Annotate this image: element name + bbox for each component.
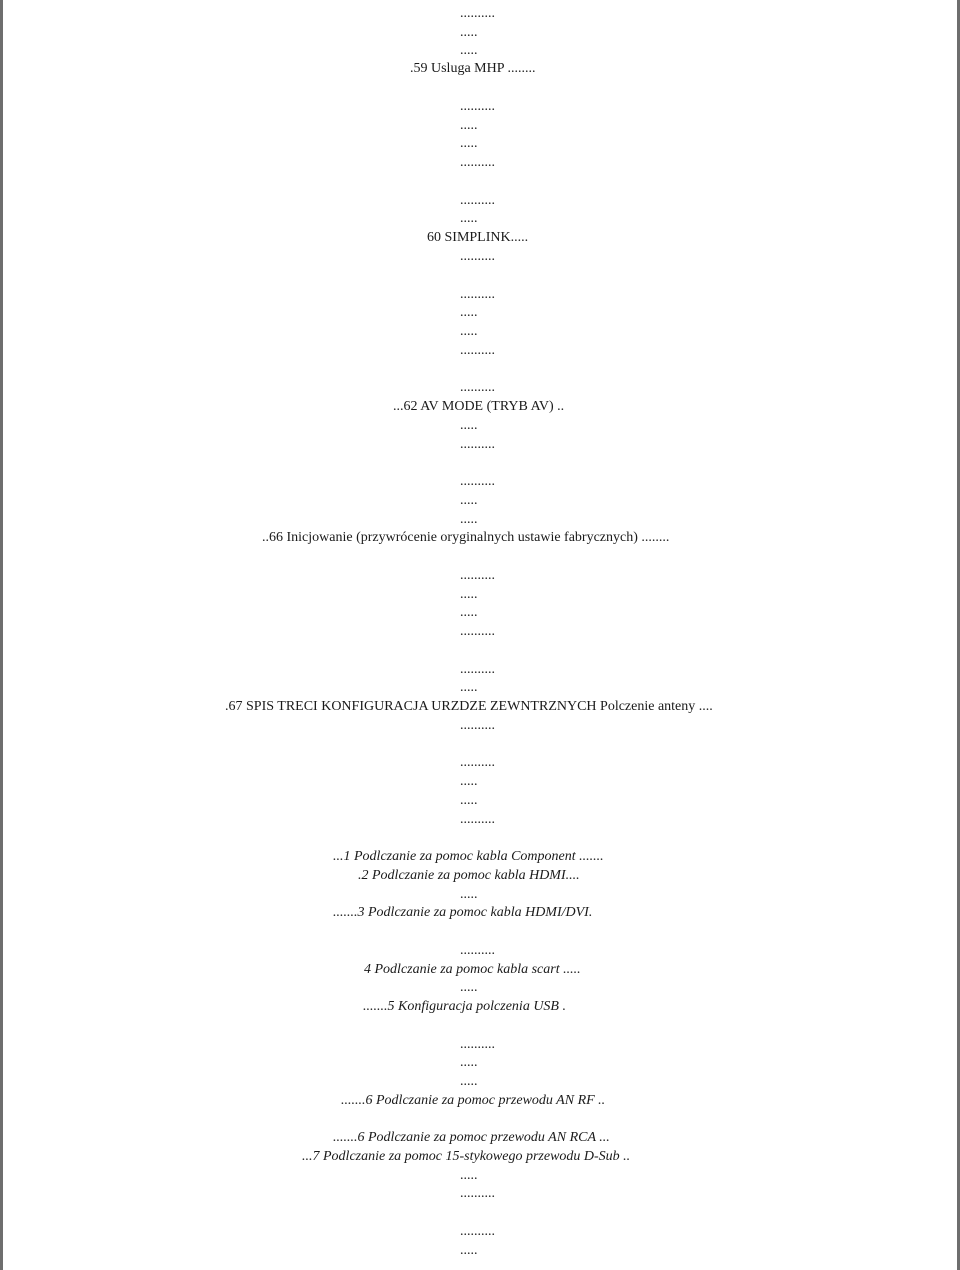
dot-leader: ..........	[460, 193, 495, 208]
dot-leader: ..........	[460, 1186, 495, 1201]
dot-leader: .....	[460, 680, 478, 695]
dot-leader: .....	[460, 211, 478, 226]
dot-leader: .....	[460, 25, 478, 40]
dot-leader: .....	[460, 774, 478, 789]
dot-leader: ..........	[460, 287, 495, 302]
toc-entry: .......3 Podlczanie za pomoc kabla HDMI/DVI.	[333, 905, 593, 920]
dot-leader: .....	[460, 136, 478, 151]
dot-leader: ..........	[460, 249, 495, 264]
dot-leader: ..........	[460, 474, 495, 489]
dot-leader: .....	[460, 793, 478, 808]
toc-entry: .......6 Podlczanie za pomoc przewodu AN RCA ...	[333, 1130, 610, 1145]
toc-entry: 60 SIMPLINK.....	[427, 230, 529, 245]
dot-leader: .....	[460, 1168, 478, 1183]
toc-entry: .2 Podlczanie za pomoc kabla HDMI....	[358, 868, 580, 883]
dot-leader: .....	[460, 605, 478, 620]
dot-leader: ..........	[460, 99, 495, 114]
dot-leader: .....	[460, 980, 478, 995]
dot-leader: ..........	[460, 6, 495, 21]
dot-leader: .....	[460, 418, 478, 433]
toc-entry: 4 Podlczanie za pomoc kabla scart .....	[364, 962, 581, 977]
toc-entry: ...62 AV MODE (TRYB AV) ..	[393, 399, 565, 414]
dot-leader: ..........	[460, 943, 495, 958]
dot-leader: ..........	[460, 380, 495, 395]
toc-entry: .67 SPIS TRECI KONFIGURACJA URZDZE ZEWNTRZNYCH Polczenie anteny ....	[225, 699, 713, 714]
dot-leader: .....	[460, 305, 478, 320]
dot-leader: .....	[460, 1074, 478, 1089]
dot-leader: .....	[460, 43, 478, 58]
dot-leader: .....	[460, 512, 478, 527]
dot-leader: .....	[460, 887, 478, 902]
page-left-border	[0, 0, 3, 1270]
toc-entry: ...7 Podlczanie za pomoc 15-stykowego przewodu D-Sub ..	[302, 1149, 631, 1164]
dot-leader: ..........	[460, 437, 495, 452]
dot-leader: ..........	[460, 662, 495, 677]
dot-leader: .....	[460, 493, 478, 508]
toc-entry: ...1 Podlczanie za pomoc kabla Component .......	[333, 849, 604, 864]
toc-entry: .59 Usluga MHP ........	[410, 61, 536, 76]
dot-leader: .....	[460, 587, 478, 602]
dot-leader: ..........	[460, 155, 495, 170]
dot-leader: .....	[460, 1243, 478, 1258]
dot-leader: .....	[460, 1055, 478, 1070]
dot-leader: .....	[460, 118, 478, 133]
toc-entry: ..66 Inicjowanie (przywrócenie oryginalnych ustawie fabrycznych) ........	[262, 530, 670, 545]
dot-leader: ..........	[460, 343, 495, 358]
dot-leader: ..........	[460, 568, 495, 583]
dot-leader: ..........	[460, 624, 495, 639]
dot-leader: ..........	[460, 718, 495, 733]
dot-leader: ..........	[460, 1224, 495, 1239]
dot-leader: .....	[460, 324, 478, 339]
dot-leader: ..........	[460, 812, 495, 827]
toc-entry: .......5 Konfiguracja polczenia USB .	[363, 999, 566, 1014]
dot-leader: ..........	[460, 1037, 495, 1052]
toc-entry: .......6 Podlczanie za pomoc przewodu AN RF ..	[341, 1093, 606, 1108]
dot-leader: ..........	[460, 755, 495, 770]
